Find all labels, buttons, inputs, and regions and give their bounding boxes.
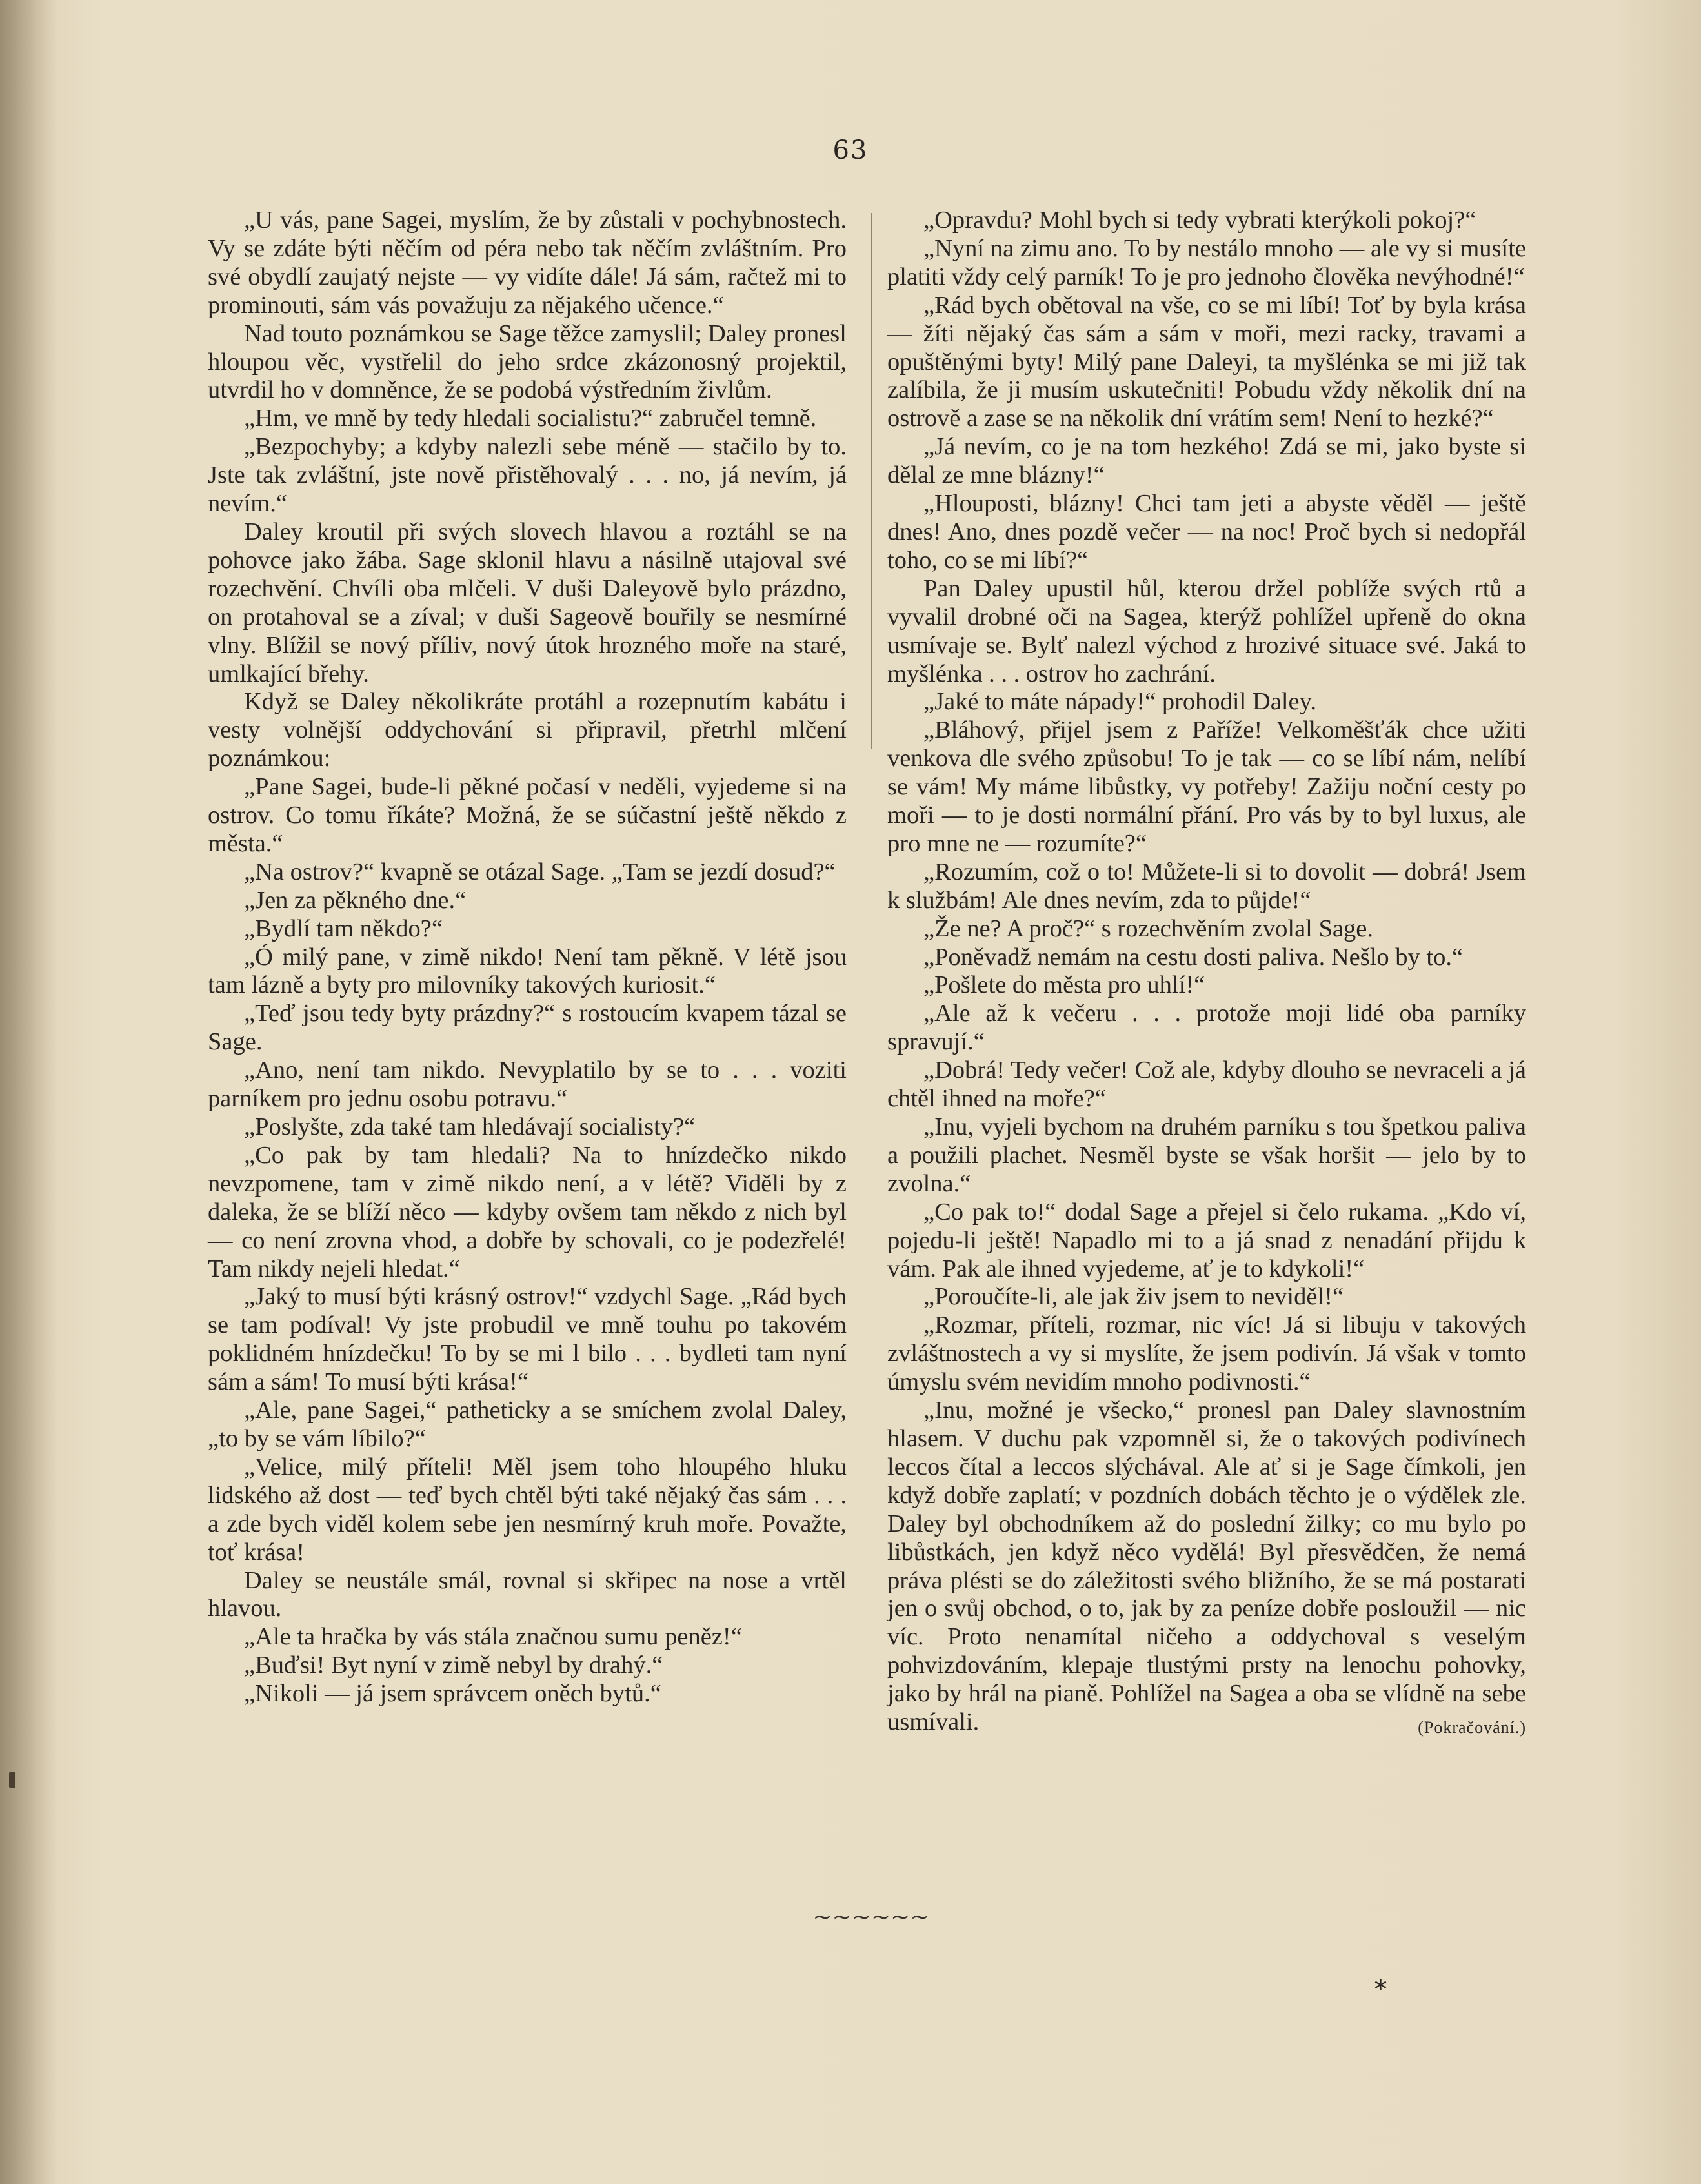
paragraph: „Inu, vyjeli bychom na druhém parníku s tou špetkou paliva a použili plachet. Nesměl byste se však horšit — jelo by to zvolna.“ <box>887 1113 1526 1197</box>
paragraph: „Že ne? A proč?“ s rozechvěním zvolal Sage. <box>923 915 1373 942</box>
paragraph: „Rád bych obětoval na vše, co se mi líbí! Toť by byla krása — žíti nějaký čas sám a sám v moři, mezi racky, travami a opuštěnými byty! Milý pane Daleyi, ta myšlénka se mi již tak zalíbila, že ji musím uskutečniti! Pobudu vždy několik dní na ostrově a zase se na několik dní vrátím sem! Není to hezké?“ <box>887 291 1526 432</box>
paragraph: „Bydlí tam někdo?“ <box>244 915 443 942</box>
paragraph: „Dobrá! Tedy večer! Což ale, kdyby dlouho se nevraceli a já chtěl ihned na moře?“ <box>887 1057 1526 1113</box>
left-column <box>208 207 847 1708</box>
paragraph: „Bláhový, přijel jsem z Paříže! Velkoměšťák chce užiti venkova dle svého způsobu! To je tak — co se líbí nám, nelíbí se vám! My máme libůstky, vy potřeby! Zažiju noční cesty po moři — to je dosti normální přání. Pro vás by to byl luxus, ale pro mne ne — rozumíte?“ <box>887 716 1526 857</box>
column-divider <box>871 213 872 749</box>
paragraph: „Poslyšte, zda také tam hledávají socialisty?“ <box>244 1113 696 1140</box>
paragraph: „Co pak to!“ dodal Sage a přejel si čelo rukama. „Kdo ví, pojedu-li ještě! Napadlo mi to a já snad z nenadání přijdu k vám. Pak ale ihned vyjedeme, ať je to kdykoli!“ <box>887 1198 1526 1282</box>
paragraph: „Ale, pane Sagei,“ patheticky a se smíchem zvolal Daley, „to by se vám líbilo?“ <box>208 1397 847 1452</box>
paragraph: „Nyní na zimu ano. To by nestálo mnoho — ale vy si musíte platiti vždy celý parník! To je pro jednoho člověka nevýhodné!“ <box>887 234 1526 290</box>
paragraph: „Teď jsou tedy byty prázdny?“ s rostoucím kvapem tázal se Sage. <box>208 1000 847 1056</box>
paragraph: „Pošlete do města pro uhlí!“ <box>923 971 1205 999</box>
paragraph: „Jaké to máte nápady!“ prohodil Daley. <box>923 688 1316 716</box>
section-ornament: ~~~~~~ <box>812 1904 930 1930</box>
paragraph: „Opravdu? Mohl bych si tedy vybrati kterýkoli pokoj?“ <box>923 207 1476 234</box>
paragraph: „Ano, není tam nikdo. Nevyplatilo by se to . . . voziti parníkem pro jednu osobu potravu.“ <box>208 1057 847 1113</box>
paragraph: „Ale ta hračka by vás stála značnou sumu peněz!“ <box>244 1623 742 1651</box>
paragraph: „Bezpochyby; a kdyby nalezli sebe méně — stačilo by to. Jste tak zvláštní, jste nově přistěhovalý . . . no, já nevím, já nevím.“ <box>208 433 847 518</box>
paragraph: Daley se neustále smál, rovnal si skřipec na nose a vrtěl hlavou. <box>208 1566 847 1623</box>
paragraph: „Velice, milý příteli! Měl jsem toho hloupého hluku lidského až dost — teď bych chtěl býti také nějaký čas sám . . . a zde bych viděl kolem sebe jen nesmírný kruh moře. Považte, toť krása! <box>208 1453 847 1566</box>
paragraph: „Buďsi! Byt nyní v zimě nebyl by drahý.“ <box>244 1652 663 1679</box>
paragraph: „Rozmar, příteli, rozmar, nic víc! Já si libuju v takových zvláštnostech a vy si myslíte, že jsem podivín. Já však v tomto úmyslu svém nevidím mnoho podivnosti.“ <box>887 1311 1526 1396</box>
paragraph: „Já nevím, co je na tom hezkého! Zdá se mi, jako byste si dělal ze mne blázny!“ <box>887 433 1526 489</box>
paragraph: Daley kroutil při svých slovech hlavou a roztáhl se na pohovce jako žába. Sage sklonil hlavu a násilně utajoval své rozechvění. Chvíli oba mlčeli. V duši Daleyově bylo prázdno, on protahoval se a zíval; v duši Sageově bouřily se nesmírné vlny. Blížil se nový příliv, nový útok hrozného moře na staré, umlkající břehy. <box>208 518 847 687</box>
paragraph: „Jen za pěkného dne.“ <box>244 886 467 914</box>
paragraph: „Rozumím, což o to! Můžete-li si to dovolit — dobrá! Jsem k službám! Ale dnes nevím, zda to půjde!“ <box>887 858 1526 914</box>
right-column <box>887 207 1526 1742</box>
paragraph: Když se Daley několikráte protáhl a rozepnutím kabátu i vesty volnější oddychování si připravil, přetrhl mlčení poznámkou: <box>208 688 847 773</box>
paragraph: „Pane Sagei, bude-li pěkné počasí v neděli, vyjedeme si na ostrov. Co tomu říkáte? Možná, že se súčastní ještě někdo z města.“ <box>208 773 847 857</box>
continued-note: (Pokračování.) <box>1418 1718 1526 1737</box>
ink-mark <box>9 1772 15 1788</box>
paragraph: „Hlouposti, blázny! Chci tam jeti a abyste věděl — ještě dnes! Ano, dnes pozdě večer — na noc! Proč bych si nedopřál toho, co se mi líbí?“ <box>887 490 1526 574</box>
paragraph: „Co pak by tam hledali? Na to hnízdečko nikdo nevzpomene, tam v zimě nikdo není, a v létě? Viděli by z daleka, že se blíží něco — kdyby ovšem tam někdo z nich byl — co není zrovna vhod, a dobře by schovali, co je podezřelé! Tam nikdy nejeli hledat.“ <box>208 1141 847 1282</box>
paragraph: Nad touto poznámkou se Sage těžce zamyslil; Daley pronesl hloupou věc, vystřelil do jeho srdce zkázonosný projektil, utvrdil ho v domněnce, že se podobá výstředním živlům. <box>208 319 847 404</box>
paragraph: „Poroučíte-li, ale jak živ jsem to neviděl!“ <box>923 1283 1344 1311</box>
page-number: 63 <box>832 136 869 165</box>
paragraph: „Poněvadž nemám na cestu dosti paliva. Nešlo by to.“ <box>923 943 1464 971</box>
binding-shadow <box>0 0 58 2184</box>
paragraph: „Hm, ve mně by tedy hledali socialistu?“ zabručel temně. <box>244 405 817 432</box>
paragraph: Pan Daley upustil hůl, kterou držel poblíže svých rtů a vyvalil drobné oči na Sagea, kterýž pohlížel upřeně do okna usmívaje se. Bylť nalezl východ z hrozivé situace své. Jaká to myšlénka . . . ostrov ho zachrání. <box>887 574 1526 687</box>
paragraph-text: „Inu, možné je všecko,“ pronesl pan Daley slavnostním hlasem. V duchu pak vzpomněl si, že o takových podivínech leccos čítal a leccos slýchával. Ale ať si je Sage čímkoli, jen když dobře zaplatí; v pozdních dobách těchto je o výdělek zle. Daley byl obchodníkem až do poslední žilky; co mu bylo po libůstkách, jen když něco vydělá! Byl přesvědčen, že nemá práva plésti se do záležitosti svého bližního, že se má postarati jen o svůj obchod, o to, jak by za peníze dobře posloužil — nic víc. Proto nenamítal ničeho a oddychoval s veselým pohvizdováním, klepaje tlustými prsty na lenochu pohovky, jako by hrál na pianě. Pohlížel na Sagea a oba se vlídně na sebe usmívali. <box>887 1397 1526 1736</box>
star-mark: * <box>1374 1975 1387 2003</box>
paragraph: „Ale až k večeru . . . protože moji lidé oba parníky spravují.“ <box>887 1000 1526 1056</box>
paragraph: „Jaký to musí býti krásný ostrov!“ vzdychl Sage. „Rád bych se tam podíval! Vy jste probudil ve mně touhu po takovém poklidném hnízdečku! To by se mi l bilo . . . bydleti tam nyní sám a sám! To musí býti krása!“ <box>208 1283 847 1396</box>
paragraph: „Ó milý pane, v zimě nikdo! Není tam pěkně. V létě jsou tam lázně a byty pro milovníky takových kuriosit.“ <box>208 943 847 999</box>
paragraph: „Na ostrov?“ kvapně se otázal Sage. „Tam se jezdí dosud?“ <box>244 858 836 885</box>
paragraph: „Nikoli — já jsem správcem oněch bytů.“ <box>244 1680 661 1708</box>
last-paragraph <box>887 1397 1526 1737</box>
paragraph: „U vás, pane Sagei, myslím, že by zůstali v pochybnostech. Vy se zdáte býti něčím od péra nebo tak něčím zvláštním. Pro své obydlí zaujatý nejste — vy vidíte dále! Já sám, račtež mi to prominouti, sám vás považuju za nějakého učence.“ <box>208 207 847 319</box>
